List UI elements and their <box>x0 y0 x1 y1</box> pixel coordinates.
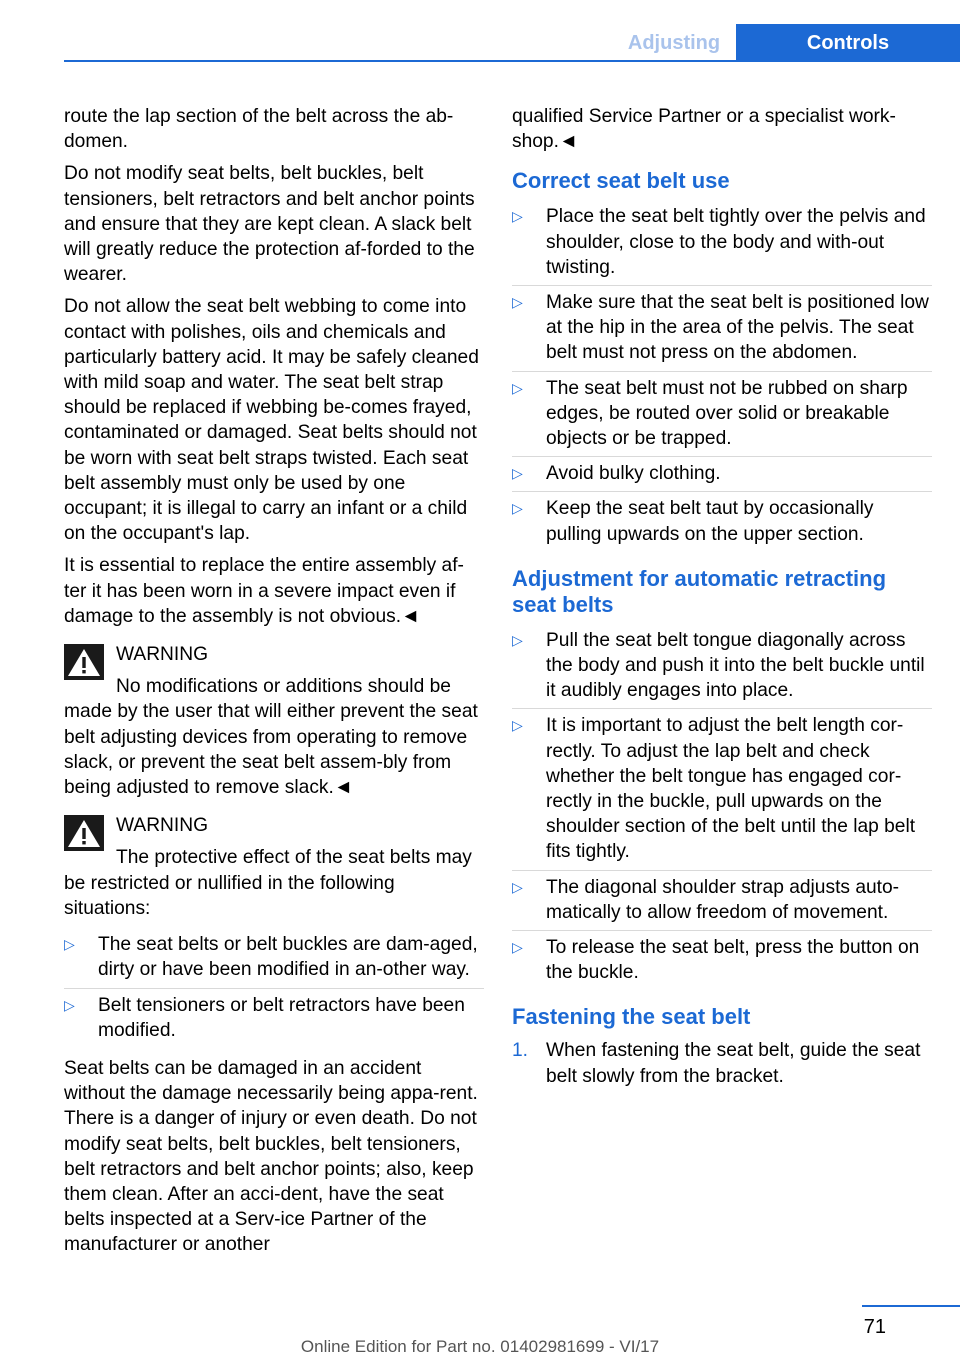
warning-text: The protective effect of the seat belts may be restricted or nullified in the following situations: <box>64 847 472 919</box>
list-item: 1. When fastening the seat belt, guide the seat belt slowly from the bracket. <box>512 1040 921 1087</box>
bullet-list <box>64 928 484 1048</box>
bullet-list <box>512 624 932 991</box>
section-heading: Fastening the seat belt <box>512 1004 751 1030</box>
bullet-triangle-icon: ▷ <box>512 294 523 311</box>
list-item: ▷ Make sure that the seat belt is positioned low at the hip in the area of the pelvis. The seat belt must not press on the abdomen. <box>512 285 932 371</box>
paragraph: Do not allow the seat belt webbing to come into contact with polishes, oils and chemicals and particularly battery acid. It may be safely cleaned with mild soap and water. The seat belt strap should be replaced if webbing be-comes frayed, contaminated or damaged. Seat belts should not be worn with seat belt straps twisted. Each seat belt assembly must only be used by one occupant; it is illegal to carry an infant or a child on the occupant's lap. <box>64 296 479 545</box>
list-item: ▷ The seat belt must not be rubbed on sharp edges, be routed over solid or breakable objects or be trapped. <box>512 371 932 457</box>
warning-text: No modifications or additions should be made by the user that will either prevent the seat belt adjusting devices from operating to remove slack, or prevent the seat belt assem-bly from being adjusted to remove slack.◄ <box>64 676 478 799</box>
warning-triangle-icon <box>64 815 104 851</box>
page-number: 71 <box>863 1316 886 1338</box>
bullet-triangle-icon: ▷ <box>64 996 75 1013</box>
right-column <box>512 104 932 1089</box>
list-item: ▷ Belt tensioners or belt retractors have been modified. <box>64 988 484 1048</box>
paragraph: Do not modify seat belts, belt buckles, belt tensioners, belt retractors and belt anchor points and ensure that they are kept clean. A slack belt will greatly reduce the protection af-forded to the wearer. <box>64 163 475 286</box>
warning-triangle-icon <box>64 644 104 680</box>
list-item: ▷ Pull the seat belt tongue diagonally across the body and push it into the belt buckle until it audibly engages into place. <box>512 629 925 702</box>
bullet-triangle-icon: ▷ <box>512 717 523 734</box>
tab-adjusting[interactable]: Adjusting <box>627 31 721 54</box>
list-item: ▷ To release the seat belt, press the button on the buckle. <box>512 930 932 990</box>
bullet-triangle-icon: ▷ <box>512 631 523 648</box>
left-column <box>64 104 484 1265</box>
footer-rule <box>862 1305 960 1307</box>
paragraph: It is essential to replace the entire assembly af-ter it has been worn in a severe impact even if damage to the assembly is not obvious.◄ <box>64 555 464 627</box>
paragraph: route the lap section of the belt across the ab-domen. <box>64 106 454 153</box>
list-item: ▷ Avoid bulky clothing. <box>512 456 932 491</box>
step-number: 1. <box>512 1040 529 1062</box>
section-heading: Adjustment for automatic retracting seat belts <box>512 565 887 617</box>
bullet-list <box>512 200 932 551</box>
list-item: ▷ The diagonal shoulder strap adjusts auto-matically to allow freedom of movement. <box>512 870 932 930</box>
warning-title: WARNING <box>116 815 209 837</box>
edition-footer: Online Edition for Part no. 01402981699 - VI/17 <box>300 1337 660 1356</box>
numbered-list <box>512 1036 932 1088</box>
list-item: ▷ Place the seat belt tightly over the pelvis and shoulder, close to the body and with-out twisting. <box>512 206 926 278</box>
section-heading: Correct seat belt use <box>512 168 730 194</box>
warning-block <box>64 642 484 800</box>
paragraph: Seat belts can be damaged in an accident without the damage necessarily being appa-rent. There is a danger of injury or even death. Do not modify seat belts, belt buckles, belt tensioners, belt retractors and belt anchor points; also, keep them clean. After an acci-dent, have the seat belts inspected at a Serv-ice Partner of the manufacturer or another <box>64 1057 478 1256</box>
header-rule <box>64 60 960 62</box>
bullet-triangle-icon: ▷ <box>512 465 523 482</box>
warning-title: WARNING <box>116 644 209 666</box>
bullet-triangle-icon: ▷ <box>512 878 523 895</box>
list-item: ▷ Keep the seat belt taut by occasionally pulling upwards on the upper section. <box>512 491 932 551</box>
bullet-triangle-icon: ▷ <box>512 500 523 517</box>
bullet-triangle-icon: ▷ <box>512 208 523 225</box>
bullet-triangle-icon: ▷ <box>64 936 75 953</box>
paragraph: qualified Service Partner or a specialist work-shop.◄ <box>512 106 896 153</box>
warning-block <box>64 813 484 1048</box>
bullet-triangle-icon: ▷ <box>512 939 523 956</box>
bullet-triangle-icon: ▷ <box>512 379 523 396</box>
list-item: ▷ The seat belts or belt buckles are dam-aged, dirty or have been modified in an-other way. <box>64 934 478 981</box>
list-item: ▷ It is important to adjust the belt length cor-rectly. To adjust the lap belt and check whether the belt tongue has engaged cor-rectly in the buckle, pull upwards on the shoulder section of the belt until the lap belt fits tightly. <box>512 708 932 869</box>
tab-controls[interactable]: Controls <box>736 24 960 62</box>
